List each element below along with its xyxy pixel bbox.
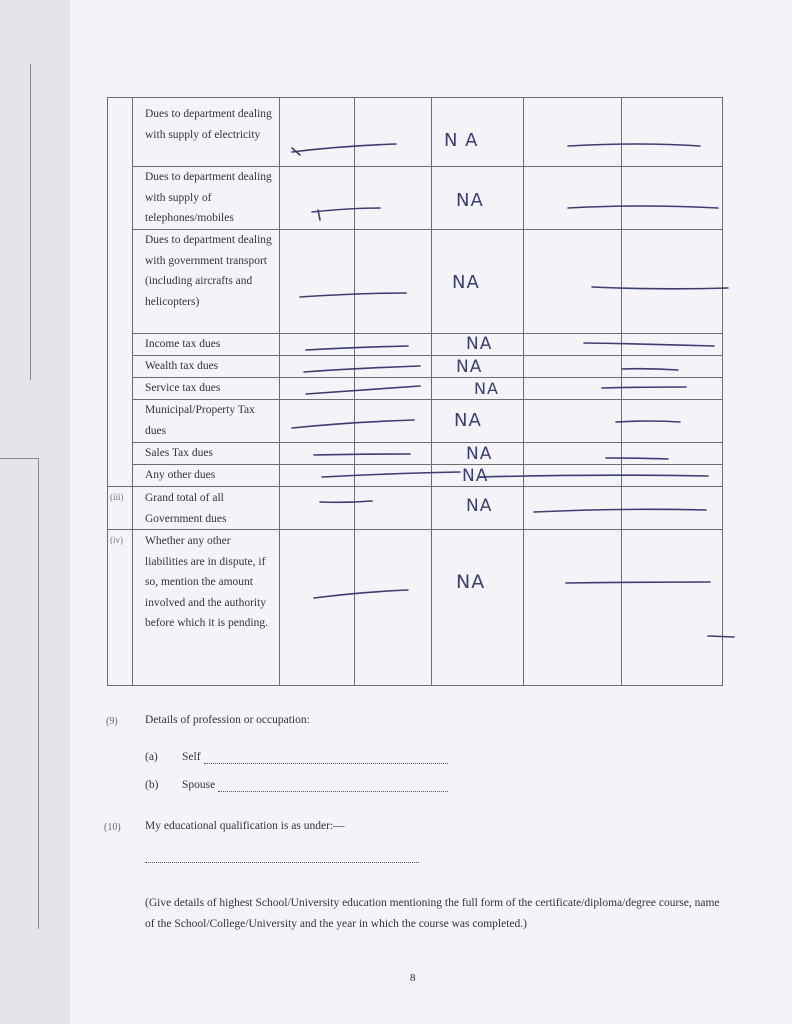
pen-dash [616,421,680,422]
table-row-label: Income tax dues [145,338,221,350]
row-roman-numeral: (iii) [110,492,124,502]
row-roman-numeral: (iv) [110,535,123,545]
spouse-label: Spouse [182,779,216,791]
pen-dash [292,420,414,428]
pen-dash [566,582,710,583]
section-number: (9) [106,716,118,727]
instruction-note: (Give details of highest School/University education mentioning the full form of the certificate/diploma/degree course, name of the School/College/University and the year in which the course was completed.) [145,897,720,930]
pen-dash [584,343,714,346]
table-row-label: Dues to department dealing with supply of electricity [145,108,272,141]
pen-dash [306,346,408,350]
pen-dash [314,590,408,598]
section-title: My educational qualification is as under:— [145,820,345,832]
handwritten-entry: NA [452,272,480,293]
pen-dash [322,472,460,477]
section-number: (10) [104,822,121,833]
page-number: 8 [410,972,416,984]
table-row-label: Any other dues [145,469,216,481]
pen-dash [568,144,700,146]
handwritten-entry: NA [466,334,493,354]
pen-dash [292,144,396,152]
handwritten-entry: NA [462,466,489,486]
table-row-label: Service tax dues [145,382,221,394]
handwritten-entry: NA [466,444,493,464]
pen-dash [568,206,718,208]
handwritten-entry: N A [444,130,479,151]
table-row-label: Grand total of all Government dues [145,492,227,525]
pen-dash [534,509,706,512]
handwritten-entry: NA [456,357,483,377]
pen-dash [592,287,728,289]
table-row-label: Sales Tax dues [145,447,213,459]
pen-dash [606,458,668,459]
pen-dash [314,454,410,455]
pen-dash [304,366,420,372]
handwritten-entry: NA [456,190,484,211]
pen-dash [480,475,708,477]
handwritten-entry: NA [454,410,482,431]
handwritten-entry: NA [466,496,493,516]
self-label: Self [182,751,201,763]
pen-dash [622,369,678,370]
pen-dash [320,501,372,502]
pen-dash [300,293,406,297]
table-row-label: Whether any other liabilities are in dispute, if so, mention the amount involved and the authority before which it is pending. [145,535,268,629]
pen-dash [312,208,380,212]
item-marker: (b) [145,779,159,791]
qualification-fill-line[interactable] [145,862,419,863]
table-row-label: Dues to department dealing with government transport (including aircrafts and helicopters) [145,234,272,308]
pen-dash [602,387,686,388]
pen-dash [708,636,734,637]
spouse-fill-line[interactable] [218,791,448,792]
pen-dash [306,386,420,394]
self-fill-line[interactable] [204,763,448,764]
table-row-label: Dues to department dealing with supply of telephones/mobiles [145,171,272,224]
handwritten-entry: NA [456,571,486,593]
handwritten-entry: NA [474,379,499,398]
item-marker: (a) [145,751,158,763]
section-title: Details of profession or occupation: [145,714,310,726]
table-row-label: Wealth tax dues [145,360,219,372]
table-row-label: Municipal/Property Tax dues [145,404,255,437]
